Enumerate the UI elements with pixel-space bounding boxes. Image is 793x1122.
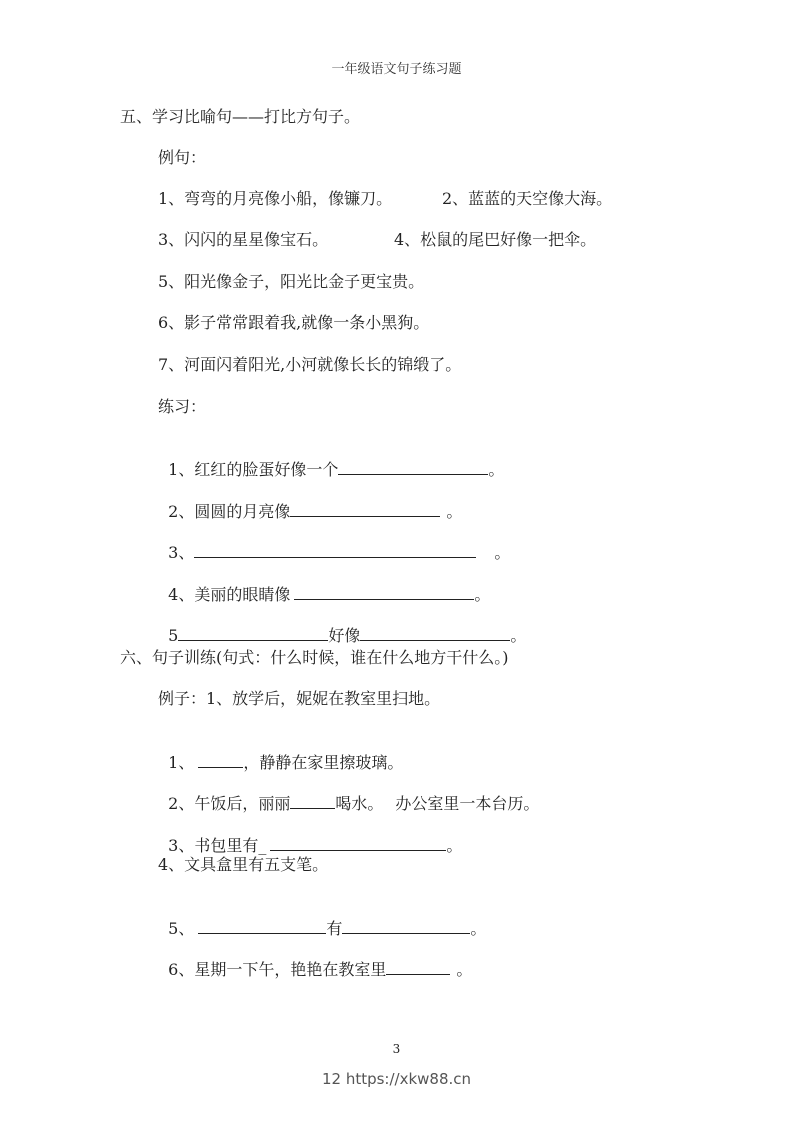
page-number: 3 xyxy=(392,1042,401,1056)
training-5-blank-b[interactable] xyxy=(342,917,470,934)
practice-1-blank[interactable] xyxy=(338,458,488,475)
training-2-extra: 办公室里一本台历。 xyxy=(395,794,540,813)
training-2-suffix: 喝水。 xyxy=(335,794,384,813)
watermark-url: 12 https://xkw88.cn xyxy=(321,1070,472,1088)
practice-4-blank[interactable] xyxy=(294,583,474,600)
page-header-title: 一年级语文句子练习题 xyxy=(331,62,462,77)
example-4: 4、松鼠的尾巴好像一把伞。 xyxy=(394,230,597,249)
practice-3-blank[interactable] xyxy=(194,541,476,558)
practice-5-suffix: 。 xyxy=(510,626,527,645)
example-5: 5、阳光像金子，阳光比金子更宝贵。 xyxy=(158,272,425,291)
practice-5-middle: 好像 xyxy=(328,626,361,645)
training-2-blank[interactable] xyxy=(290,792,335,809)
training-3-suffix: 。 xyxy=(446,836,463,855)
training-5-middle: 有 xyxy=(326,919,343,938)
training-1-suffix: ，静静在家里擦玻璃。 xyxy=(243,753,404,772)
training-item-5 xyxy=(158,897,486,939)
example-6: 6、影子常常跟着我,就像一条小黑狗。 xyxy=(158,313,430,332)
practice-5-prefix: 5 xyxy=(168,626,179,645)
practice-item-1 xyxy=(158,438,504,480)
training-6-blank[interactable] xyxy=(386,958,450,975)
practice-3-suffix: 。 xyxy=(494,543,511,562)
practice-item-2 xyxy=(158,480,462,522)
practice-4-suffix: 。 xyxy=(474,585,491,604)
practice-item-4 xyxy=(158,563,490,605)
practice-item-3 xyxy=(158,521,510,563)
section-5-heading: 五、学习比喻句——打比方句子。 xyxy=(120,107,361,126)
training-5-blank-a[interactable] xyxy=(198,917,326,934)
training-6-suffix: 。 xyxy=(456,960,473,979)
practice-5-blank-b[interactable] xyxy=(360,624,510,641)
training-3-prefix: 3、书包里有_ xyxy=(168,836,267,855)
training-1-blank[interactable] xyxy=(198,751,243,768)
practice-2-blank[interactable] xyxy=(290,500,440,517)
example-1: 1、弯弯的月亮像小船，像镰刀。 xyxy=(158,189,393,208)
training-6-prefix: 6、星期一下午，艳艳在教室里 xyxy=(168,960,387,979)
practice-item-5 xyxy=(158,604,526,646)
training-2-prefix: 2、午饭后，丽丽 xyxy=(168,794,291,813)
example-2: 2、蓝蓝的天空像大海。 xyxy=(442,189,613,208)
practice-1-suffix: 。 xyxy=(488,460,505,479)
practice-3-prefix: 3、 xyxy=(168,543,195,562)
section-6-heading: 六、句子训练(句式：什么时候，谁在什么地方干什么。) xyxy=(120,648,509,667)
examples-label: 例句： xyxy=(158,148,207,167)
training-item-2 xyxy=(158,772,539,814)
practice-1-prefix: 1、红红的脸蛋好像一个 xyxy=(168,460,339,479)
training-item-6 xyxy=(158,938,472,980)
training-3-blank[interactable] xyxy=(270,834,446,851)
training-item-4: 4、文具盒里有五支笔。 xyxy=(158,855,329,874)
practice-4-prefix: 4、美丽的眼睛像 xyxy=(168,585,291,604)
training-5-suffix: 。 xyxy=(470,919,487,938)
section-6-example: 例子：1、放学后，妮妮在教室里扫地。 xyxy=(158,689,441,708)
example-7: 7、河面闪着阳光,小河就像长长的锦缎了。 xyxy=(158,355,462,374)
practice-2-suffix: 。 xyxy=(446,502,463,521)
practice-label: 练习： xyxy=(158,397,207,416)
training-item-1 xyxy=(158,731,403,773)
practice-5-blank-a[interactable] xyxy=(178,624,328,641)
training-1-prefix: 1、 xyxy=(168,753,195,772)
practice-2-prefix: 2、圆圆的月亮像 xyxy=(168,502,291,521)
training-item-3 xyxy=(158,814,462,856)
training-5-prefix: 5、 xyxy=(168,919,195,938)
example-3: 3、闪闪的星星像宝石。 xyxy=(158,230,329,249)
